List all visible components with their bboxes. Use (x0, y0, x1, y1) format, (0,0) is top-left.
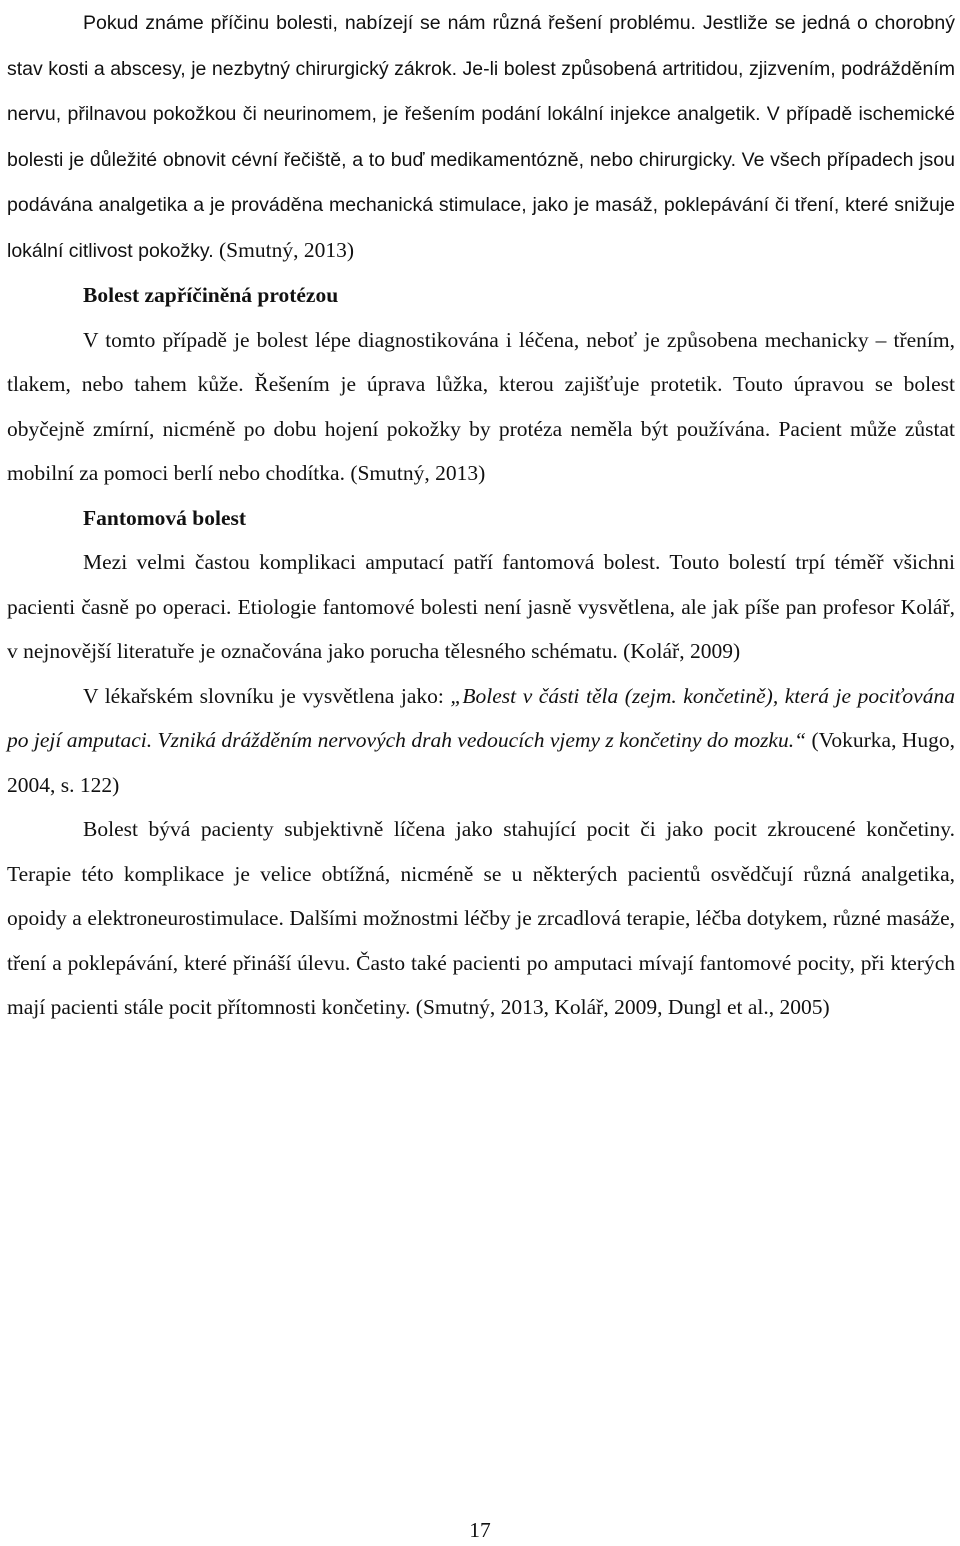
page-number: 17 (469, 1518, 491, 1542)
paragraph-pain-treatment (7, 0, 955, 273)
paragraph-phantom-pain-intro: Mezi velmi častou komplikaci amputací patří fantomová bolest. Touto bolestí trpí téměř všichni pacienti časně po operaci. Etiologie fantomové bolesti není jasně vysvětlena, ale jak píše pan profesor Kolář, v nejnovější literatuře je označována jako porucha tělesného schématu. (Kolář, 2009) (7, 550, 955, 663)
definition-lead: V lékařském slovníku je vysvětlena jako: (83, 683, 451, 708)
paragraph-phantom-pain-therapy: Bolest bývá pacienty subjektivně líčena jako stahující pocit či jako pocit zkroucené končetiny. Terapie této komplikace je velice obtížná, nicméně se u některých pacientů osvědčují různá analgetika, opoidy a elektroneurostimulace. Dalšími možnostmi léčby je zrcadlová terapie, léčba dotykem, různé masáže, tření a poklepávání, které přináší úlevu. Často také pacienti po amputaci mívají fantomové pocity, při kterých mají pacienti stále pocit přítomnosti končetiny. (Smutný, 2013, Kolář, 2009, Dungl et al., 2005) (7, 817, 955, 1019)
section-heading-phantom-pain: Fantomová bolest (83, 505, 247, 530)
citation-smutny: (Smutný, 2013) (213, 237, 354, 262)
paragraph-prosthesis-pain: V tomto případě je bolest lépe diagnostikována i léčena, neboť je způsobena mechanicky – třením, tlakem, nebo tahem kůže. Řešením je úprava lůžka, kterou zajišťuje protetik. Touto úpravou se bolest obyčejně zmírní, nicméně po dobu hojení pokožky by protéza neměla být používána. Pacient může zůstat mobilní za pomoci berlí nebo chodítka. (Smutný, 2013) (7, 327, 955, 485)
document-page (7, 0, 955, 1030)
paragraph-dictionary-definition (7, 674, 955, 808)
definition-quote: „Bolest v části těla (zejm. končetině), která je pociťována po její amputaci. Vzniká drážděním nervových drah vedoucích vjemy z končetiny do mozku.“ (7, 683, 955, 752)
paragraph-pain-treatment-text: Pokud známe příčinu bolesti, nabízejí se nám různá řešení problému. Jestliže se jedná o chorobný stav kosti a abscesy, je nezbytný chirurgický zákrok. Je-li bolest způsobená artritidou, zjizvením, podrážděním nervu, přilnavou pokožkou či neurinomem, je řešením podání lokální injekce analgetik. V případě ischemické bolesti je důležité obnovit cévní řečiště, a to buď medikamentózně, nebo chirurgicky. Ve všech případech jsou podávána analgetika a je prováděna mechanická stimulace, jako je masáž, poklepávání či tření, které snižuje lokální citlivost pokožky. (7, 12, 955, 262)
section-heading-prosthesis-pain: Bolest zapříčiněná protézou (83, 283, 339, 307)
citation-vokurka: (Vokurka, Hugo, 2004, s. 122) (7, 728, 955, 797)
